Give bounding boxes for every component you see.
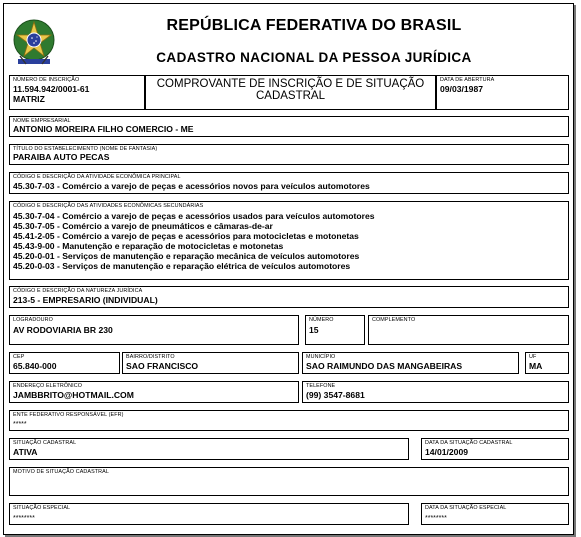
cep-box (9, 352, 120, 374)
data-situacao-label: DATA DA SITUAÇÃO CADASTRAL (425, 440, 513, 446)
municipio-label: MUNICÍPIO (306, 354, 336, 360)
municipio-value: SAO RAIMUNDO DAS MANGABEIRAS (306, 361, 463, 371)
telefone-label: TELEFONE (306, 383, 336, 389)
telefone-value: (99) 3547-8681 (306, 390, 365, 400)
abertura-value: 09/03/1987 (440, 84, 484, 94)
email-value: JAMBBRITO@HOTMAIL.COM (13, 390, 134, 400)
cep-value: 65.840-000 (13, 361, 57, 371)
complemento-box (368, 315, 569, 345)
situacao-especial-value: ******** (13, 515, 35, 522)
complemento-label: COMPLEMENTO (372, 317, 416, 323)
municipio-box (302, 352, 519, 374)
situacao-box (9, 438, 409, 460)
natureza-juridica-box (9, 286, 569, 308)
list-item: 45.43-9-00 - Manutenção e reparação de motocicletas e motonetas (13, 241, 284, 252)
list-item: 45.30-7-04 - Comércio a varejo de peças e acessórios usados para veículos automotores (13, 211, 375, 221)
numero-label: NÚMERO (309, 317, 334, 323)
bairro-value: SAO FRANCISCO (126, 361, 199, 371)
cep-label: CEP (13, 354, 25, 360)
email-box (9, 381, 299, 403)
situacao-especial-box (9, 503, 409, 525)
nome-empresarial-value: ANTONIO MOREIRA FILHO COMERCIO - ME (13, 124, 194, 134)
uf-label: UF (529, 354, 537, 360)
motivo-box (9, 467, 569, 496)
fantasia-value: PARAIBA AUTO PECAS (13, 152, 110, 162)
document-frame (3, 3, 574, 535)
list-item: 45.20-0-03 - Serviços de manutenção e reparação elétrica de veículos automotores (13, 261, 351, 272)
nome-empresarial-box (9, 116, 569, 137)
efr-box (9, 410, 569, 431)
inscricao-number: 11.594.942/0001-61 (13, 84, 90, 94)
abertura-box (436, 75, 569, 110)
document-title: REPÚBLICA FEDERATIVA DO BRASIL (166, 17, 462, 34)
email-label: ENDEREÇO ELETRÔNICO (13, 383, 82, 389)
fantasia-box (9, 144, 569, 165)
nome-empresarial-label: NOME EMPRESARIAL (13, 118, 71, 124)
data-situacao-especial-box (421, 503, 569, 525)
atividades-secundarias-box (9, 201, 569, 280)
comprovante-box (145, 75, 436, 110)
numero-box (305, 315, 365, 345)
situacao-label: SITUAÇÃO CADASTRAL (13, 440, 77, 446)
comprovante-title (146, 78, 435, 102)
data-situacao-value: 14/01/2009 (425, 447, 469, 457)
logradouro-label: LOGRADOURO (13, 317, 53, 323)
brazil-coat-of-arms-icon (12, 16, 56, 68)
list-item: 45.20-0-01 - Serviços de manutenção e reparação mecânica de veículos automotores (13, 251, 360, 262)
comprovante-line1: COMPROVANTE DE INSCRIÇÃO E DE SITUAÇÃO (156, 78, 425, 90)
document-subtitle: CADASTRO NACIONAL DA PESSOA JURÍDICA (156, 50, 472, 65)
bairro-label: BAIRRO/DISTRITO (126, 354, 175, 360)
atividade-principal-box (9, 172, 569, 194)
logradouro-box (9, 315, 299, 345)
uf-box (525, 352, 569, 374)
comprovante-line2: CADASTRAL (255, 90, 326, 102)
inscricao-type: MATRIZ (13, 94, 45, 104)
numero-value: 15 (309, 325, 319, 335)
natureza-juridica-label: CÓDIGO E DESCRIÇÃO DA NATUREZA JURÍDICA (13, 288, 143, 294)
situacao-especial-label: SITUAÇÃO ESPECIAL (13, 505, 71, 511)
list-item: 45.30-7-05 - Comércio a varejo de pneumáticos e câmaras-de-ar (13, 221, 273, 232)
efr-label: ENTE FEDERATIVO RESPONSÁVEL (EFR) (13, 412, 124, 418)
motivo-label: MOTIVO DE SITUAÇÃO CADASTRAL (13, 469, 109, 475)
data-situacao-box (421, 438, 569, 460)
situacao-value: ATIVA (13, 447, 38, 457)
inscricao-box (9, 75, 145, 110)
atividades-secundarias-label: CÓDIGO E DESCRIÇÃO DAS ATIVIDADES ECONÔMICAS SECUNDÁRIAS (13, 203, 204, 209)
telefone-box (302, 381, 569, 403)
data-situacao-especial-value: ******** (425, 515, 447, 522)
list-item: 45.41-2-05 - Comércio a varejo de peças e acessórios para motocicletas e motonetas (13, 231, 359, 242)
inscricao-label: NÚMERO DE INSCRIÇÃO (13, 77, 80, 83)
data-situacao-especial-label: DATA DA SITUAÇÃO ESPECIAL (425, 505, 507, 511)
efr-value: ***** (13, 421, 27, 428)
atividade-principal-label: CÓDIGO E DESCRIÇÃO DA ATIVIDADE ECONÔMICA PRINCIPAL (13, 174, 181, 180)
bairro-box (122, 352, 299, 374)
uf-value: MA (529, 361, 543, 371)
abertura-label: DATA DE ABERTURA (440, 77, 495, 83)
logradouro-value: AV RODOVIARIA BR 230 (13, 325, 113, 335)
atividades-secundarias-list (13, 211, 375, 272)
fantasia-label: TÍTULO DO ESTABELECIMENTO (NOME DE FANTASIA) (13, 146, 158, 152)
atividade-principal-value: 45.30-7-03 - Comércio a varejo de peças e acessórios novos para veículos automotores (13, 181, 370, 191)
natureza-juridica-value: 213-5 - EMPRESARIO (INDIVIDUAL) (13, 295, 158, 305)
